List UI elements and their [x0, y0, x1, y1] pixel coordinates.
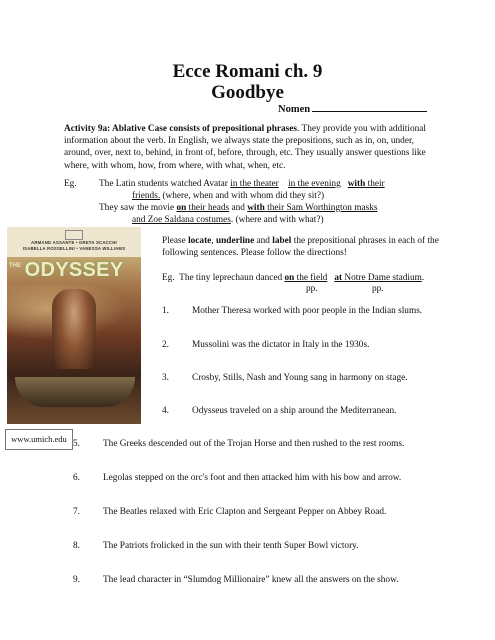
item-sentence: The Greeks descended out of the Trojan Horse and then rushed to the rest rooms.: [103, 439, 405, 449]
page-subtitle: Goodbye: [211, 82, 284, 103]
instr-text: ,: [211, 236, 216, 246]
item-number: 3.: [162, 373, 169, 383]
item-sentence: The Patriots frolicked in the sun with their tenth Super Bowl victory.: [103, 541, 359, 551]
example-phrase: their: [365, 179, 385, 189]
example-gap: [341, 179, 348, 189]
page-title: Ecce Romani ch. 9: [172, 61, 323, 82]
activity-text: . They provide you with additional information about the verb. In English, we always state the prepositions, such as in, on, under, around, over, next to, behind, in front of, before, through, etc. They usually answer questions like where, with whom, how, from where, with what, when, etc.: [64, 124, 426, 171]
example-text: They saw the movie: [99, 203, 177, 213]
instr-text: and: [254, 236, 273, 246]
item-sentence: Crosby, Stills, Nash and Young sang in harmony on stage.: [192, 373, 408, 383]
example-phrase: in the theater: [230, 179, 279, 189]
item-number: 5.: [73, 439, 80, 449]
item-sentence: Mussolini was the dictator in Italy in the 1930s.: [192, 340, 370, 350]
example-phrase: friends.: [132, 191, 161, 201]
list-item: [73, 472, 401, 484]
item-number: 2.: [162, 340, 169, 350]
example2-sentence: [162, 272, 424, 284]
instr-keyword: underline: [215, 236, 255, 246]
example2-preposition: on: [284, 273, 295, 283]
example-label: Eg.: [64, 179, 77, 189]
example-sentence-1: [99, 178, 385, 190]
instr-text: Please: [162, 236, 189, 246]
poster-title: ODYSSEY: [24, 259, 124, 281]
instr-keyword: label: [272, 236, 292, 246]
item-number: 9.: [73, 575, 80, 585]
item-sentence: Mother Theresa worked with poor people in the Indian slums.: [192, 306, 423, 316]
instr-text: the prepositional phrases in each of the following sentences. Please follow the directions!: [162, 236, 439, 259]
odyssey-poster-image: [7, 227, 141, 424]
example-text: The Latin students watched Avatar: [99, 179, 231, 189]
list-item: [162, 305, 422, 317]
example-phrase: their heads: [188, 203, 230, 213]
example-sentence-2: [99, 202, 378, 214]
item-sentence: Legolas stepped on the orc's foot and then attacked him with his bow and arrow.: [103, 473, 402, 483]
example-preposition: on: [176, 203, 187, 213]
example-sentence-1-cont: [132, 190, 324, 202]
item-number: 6.: [73, 473, 80, 483]
example2-phrase: Notre Dame stadium: [344, 273, 422, 283]
example-phrase: and Zoe Saldana costumes: [132, 215, 231, 225]
item-sentence: Odysseus traveled on a ship around the Mediterranean.: [192, 406, 397, 416]
poster-cast-line: ARMAND ASSANTE • GRETA SCACCHI: [31, 240, 117, 245]
example-text: and: [229, 203, 248, 213]
list-item: [73, 438, 404, 450]
example-gap: [279, 179, 288, 189]
item-number: 7.: [73, 507, 80, 517]
nomen-blank: [312, 101, 427, 112]
pp-label-1: pp.: [306, 284, 318, 294]
example-question: . (where and with what?): [230, 215, 324, 225]
list-item: [162, 372, 408, 384]
activity-label: Activity 9a: Ablative Case consists of prepositional phrases: [64, 124, 298, 134]
list-item: [162, 405, 396, 417]
nomen-label: Nomen: [278, 104, 311, 115]
pp-label-2: pp.: [372, 284, 384, 294]
poster-title-the: THE: [9, 263, 21, 269]
example-question: (where, when and with whom did they sit?): [160, 191, 325, 201]
poster-ship: [15, 377, 135, 407]
item-number: 8.: [73, 541, 80, 551]
example2-text: The tiny leprechaun danced: [174, 273, 285, 283]
item-sentence: The lead character in “Slumdog Millionaire” knew all the answers on the show.: [103, 575, 399, 585]
list-item: [73, 506, 386, 518]
item-sentence: The Beatles relaxed with Eric Clapton and Sergeant Pepper on Abbey Road.: [103, 507, 387, 517]
item-number: 4.: [162, 406, 169, 416]
poster-cast-names: [11, 240, 137, 251]
example-preposition: with: [347, 179, 366, 189]
example2-preposition: at: [334, 273, 343, 283]
poster-cast-line: ISABELLA ROSSELLINI • VANESSA WILLIAMS: [22, 245, 126, 251]
example2-label: Eg.: [162, 273, 175, 283]
example-phrase: their Sam Worthington masks: [267, 203, 378, 213]
poster-logo-icon: [65, 230, 83, 240]
example-sentence-2-cont: [132, 214, 324, 226]
example2-text: .: [421, 273, 425, 283]
list-item: [73, 540, 359, 552]
image-credit: www.umich.edu: [5, 429, 73, 450]
activity-intro: [64, 123, 434, 172]
instr-keyword: locate: [188, 236, 212, 246]
example-phrase: in the evening: [288, 179, 341, 189]
nomen-field: [278, 101, 427, 115]
instructions: [162, 235, 452, 259]
poster-hero-figure: [52, 289, 96, 369]
list-item: [73, 574, 399, 586]
item-number: 1.: [162, 306, 169, 316]
example2-phrase: the field: [296, 273, 328, 283]
list-item: [162, 339, 369, 351]
example-preposition: with: [247, 203, 265, 213]
